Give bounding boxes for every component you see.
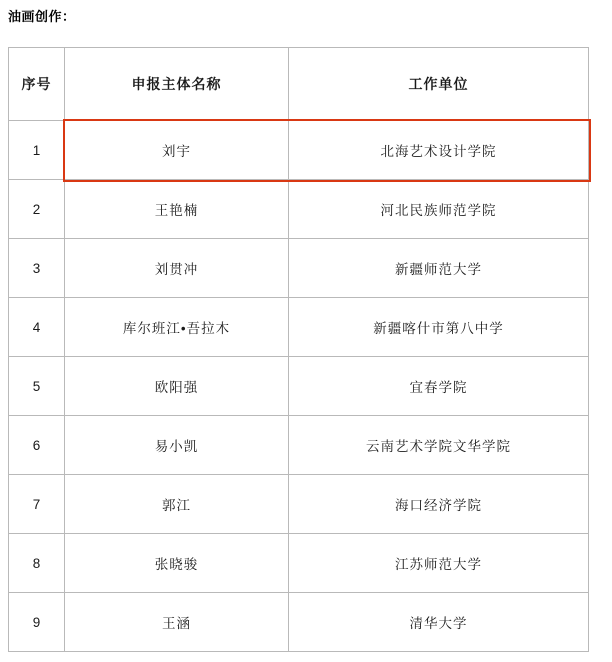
column-header-index: 序号	[9, 48, 65, 121]
table-row	[9, 593, 589, 652]
table-header	[9, 48, 589, 121]
column-header-organization: 工作单位	[289, 48, 589, 121]
table-row	[9, 298, 589, 357]
cell-organization: 北海艺术设计学院	[289, 121, 589, 180]
cell-organization: 新疆师范大学	[289, 239, 589, 298]
page-title: 油画创作：	[8, 9, 76, 24]
cell-name: 易小凯	[65, 416, 289, 475]
cell-index: 5	[9, 357, 65, 416]
cell-name: 刘宇	[65, 121, 289, 180]
cell-organization: 云南艺术学院文华学院	[289, 416, 589, 475]
cell-organization: 宜春学院	[289, 357, 589, 416]
cell-index: 9	[9, 593, 65, 652]
roster-table	[8, 47, 589, 652]
cell-index: 1	[9, 121, 65, 180]
roster-table-container	[8, 47, 604, 652]
cell-index: 8	[9, 534, 65, 593]
cell-organization: 江苏师范大学	[289, 534, 589, 593]
cell-organization: 清华大学	[289, 593, 589, 652]
table-row	[9, 239, 589, 298]
cell-index: 2	[9, 180, 65, 239]
cell-organization: 河北民族师范学院	[289, 180, 589, 239]
cell-name: 刘贯冲	[65, 239, 289, 298]
cell-name: 张晓骏	[65, 534, 289, 593]
cell-index: 7	[9, 475, 65, 534]
table-row	[9, 475, 589, 534]
cell-index: 4	[9, 298, 65, 357]
cell-name: 王艳楠	[65, 180, 289, 239]
table-body	[9, 121, 589, 652]
column-header-name: 申报主体名称	[65, 48, 289, 121]
table-row	[9, 357, 589, 416]
cell-organization: 海口经济学院	[289, 475, 589, 534]
table-row	[9, 534, 589, 593]
cell-name: 王涵	[65, 593, 289, 652]
cell-index: 6	[9, 416, 65, 475]
cell-index: 3	[9, 239, 65, 298]
cell-name: 郭江	[65, 475, 289, 534]
cell-name: 欧阳强	[65, 357, 289, 416]
table-header-row	[9, 48, 589, 121]
cell-organization: 新疆喀什市第八中学	[289, 298, 589, 357]
table-row	[9, 180, 589, 239]
cell-name: 库尔班江•吾拉木	[65, 298, 289, 357]
table-row	[9, 121, 589, 180]
table-row	[9, 416, 589, 475]
